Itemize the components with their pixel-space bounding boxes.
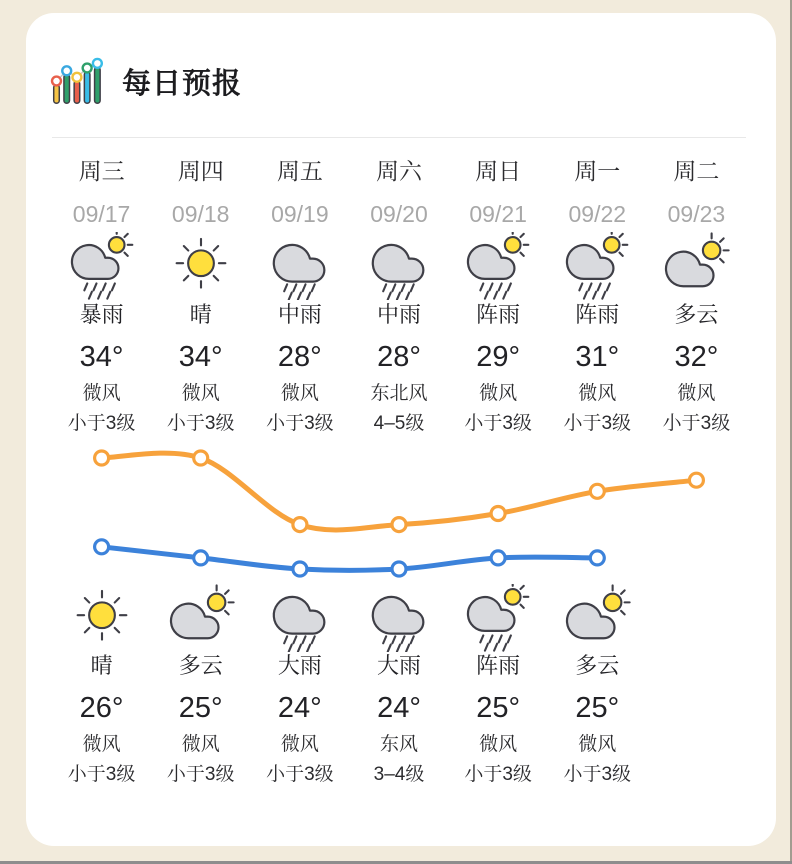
- temperature-chart-wrap: [52, 443, 746, 583]
- chart-point-high: [491, 507, 505, 521]
- wind-level-label: 小于3级: [563, 413, 632, 434]
- cloud-sun-icon: [166, 585, 236, 651]
- card-header: [26, 13, 776, 107]
- low-temp-label: 25°: [476, 692, 521, 724]
- low-temp-label: 26°: [79, 692, 124, 724]
- chart-line-low: [102, 547, 598, 571]
- chart-point-high: [293, 518, 307, 532]
- chart-point-high: [392, 518, 406, 532]
- day-label: 周五: [276, 158, 323, 184]
- chart-point-high: [194, 451, 208, 465]
- condition-label: 阵雨: [476, 302, 521, 327]
- night-forecast-grid: [52, 583, 746, 790]
- day-column[interactable]: [548, 138, 647, 439]
- day-label: 周六: [375, 158, 422, 184]
- date-label: 09/22: [568, 201, 627, 227]
- cloud-rain-icon: [364, 585, 434, 651]
- cloud-sun-rain-icon: [562, 232, 632, 300]
- wind-label: 微风: [82, 383, 121, 404]
- condition-label: 晴: [90, 653, 113, 678]
- date-label: 09/17: [72, 201, 131, 227]
- condition-label: 阵雨: [476, 653, 521, 678]
- wind-label: 东北风: [370, 383, 428, 404]
- temperature-chart: [52, 443, 746, 583]
- sun-icon: [166, 232, 236, 300]
- high-temp-label: 29°: [476, 341, 521, 373]
- sun-icon: [67, 585, 137, 651]
- page-title: 每日预报: [122, 67, 243, 100]
- high-temp-label: 28°: [377, 341, 421, 373]
- wind-level-label: 小于3级: [464, 413, 532, 434]
- condition-label: 中雨: [376, 302, 421, 327]
- wind-label: 微风: [280, 734, 319, 755]
- wind-label: 微风: [479, 734, 518, 755]
- chart-point-high: [689, 473, 703, 487]
- night-column[interactable]: [349, 583, 448, 790]
- high-temp-label: 34°: [79, 341, 124, 373]
- night-column[interactable]: [250, 583, 349, 790]
- wind-level-label: 小于3级: [67, 413, 136, 434]
- chart-point-low: [194, 551, 208, 565]
- day-column[interactable]: [52, 138, 151, 439]
- night-column[interactable]: [449, 583, 548, 790]
- day-column[interactable]: [449, 138, 548, 439]
- daily-forecast-card: [26, 13, 776, 846]
- chart-point-low: [491, 551, 505, 565]
- wind-level-label: 小于3级: [166, 764, 235, 785]
- night-column[interactable]: [548, 583, 647, 790]
- day-column[interactable]: [349, 138, 448, 439]
- wind-label: 东风: [379, 734, 418, 755]
- condition-label: 大雨: [277, 653, 322, 678]
- chart-point-low: [590, 551, 604, 565]
- low-temp-label: 25°: [575, 692, 620, 724]
- wind-label: 微风: [479, 383, 518, 404]
- condition-label: 晴: [189, 302, 212, 327]
- wind-level-label: 小于3级: [563, 764, 632, 785]
- wind-label: 微风: [578, 734, 617, 755]
- wind-level-label: 小于3级: [67, 764, 136, 785]
- wind-label: 微风: [280, 383, 319, 404]
- night-column[interactable]: [52, 583, 151, 790]
- cloud-sun-rain-icon: [67, 232, 137, 300]
- chart-point-high: [590, 484, 604, 498]
- date-label: 09/20: [370, 201, 428, 227]
- high-temp-label: 34°: [178, 341, 223, 373]
- day-column[interactable]: [647, 138, 746, 439]
- wind-level-label: 小于3级: [266, 764, 334, 785]
- cloud-rain-icon: [364, 232, 434, 300]
- day-label: 周四: [177, 158, 224, 184]
- cloud-rain-icon: [265, 585, 335, 651]
- day-label: 周二: [673, 158, 720, 184]
- low-temp-label: 24°: [277, 692, 322, 724]
- day-label: 周日: [475, 158, 522, 184]
- condition-label: 中雨: [277, 302, 322, 327]
- condition-label: 大雨: [376, 653, 421, 678]
- high-temp-label: 32°: [674, 341, 719, 373]
- wind-level-label: 小于3级: [166, 413, 235, 434]
- cloud-sun-rain-icon: [463, 232, 533, 300]
- condition-label: 多云: [575, 653, 620, 678]
- high-temp-label: 31°: [575, 341, 620, 373]
- date-label: 09/19: [271, 201, 329, 227]
- wind-label: 微风: [181, 383, 220, 404]
- wind-level-label: 3–4级: [373, 764, 425, 785]
- cloud-rain-icon: [265, 232, 335, 300]
- day-column[interactable]: [250, 138, 349, 439]
- condition-label: 多云: [178, 653, 223, 678]
- high-temp-label: 28°: [277, 341, 322, 373]
- low-temp-label: 24°: [377, 692, 421, 724]
- cloud-sun-rain-icon: [463, 585, 533, 651]
- chart-point-low: [392, 562, 406, 576]
- chart-point-low: [293, 562, 307, 576]
- date-label: 09/23: [667, 201, 726, 227]
- bar-chart-icon: [48, 55, 104, 107]
- condition-label: 暴雨: [79, 302, 124, 327]
- wind-level-label: 4–5级: [373, 413, 425, 434]
- condition-label: 多云: [674, 302, 719, 327]
- cloud-sun-icon: [562, 585, 632, 651]
- low-temp-label: 25°: [178, 692, 223, 724]
- day-forecast-grid: [52, 138, 746, 439]
- wind-level-label: 小于3级: [266, 413, 334, 434]
- wind-label: 微风: [82, 734, 121, 755]
- chart-point-low: [95, 540, 109, 554]
- day-label: 周三: [78, 158, 125, 184]
- wind-label: 微风: [578, 383, 617, 404]
- chart-point-high: [95, 451, 109, 465]
- wind-label: 微风: [181, 734, 220, 755]
- date-label: 09/21: [469, 201, 527, 227]
- date-label: 09/18: [171, 201, 230, 227]
- night-column[interactable]: [151, 583, 250, 790]
- wind-level-label: 小于3级: [464, 764, 532, 785]
- wind-level-label: 小于3级: [662, 413, 731, 434]
- condition-label: 阵雨: [575, 302, 620, 327]
- day-column[interactable]: [151, 138, 250, 439]
- day-label: 周一: [574, 158, 621, 184]
- cloud-sun-icon: [661, 232, 731, 300]
- wind-label: 微风: [677, 383, 716, 404]
